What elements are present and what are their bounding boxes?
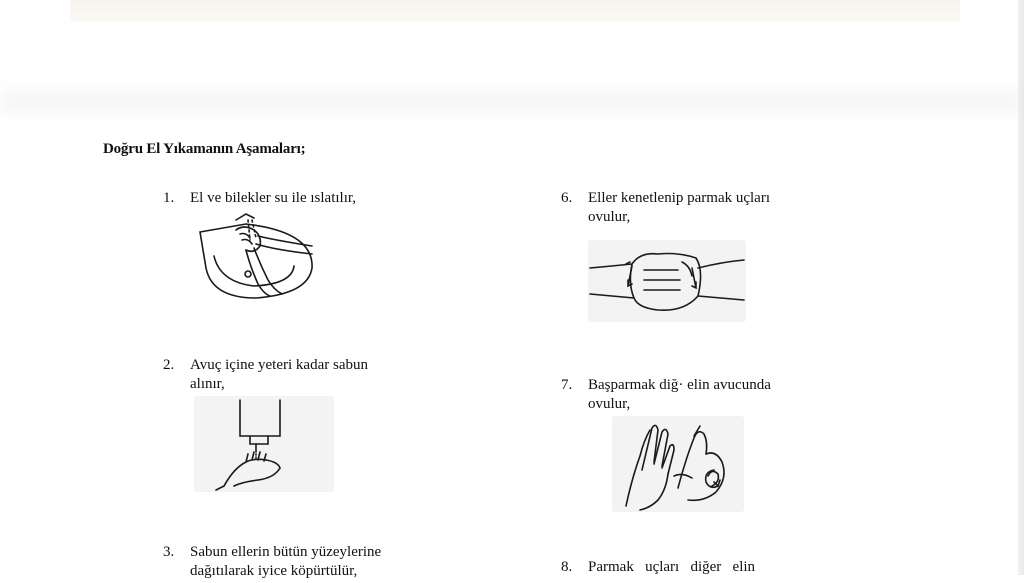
- soap-dispenser-illustration: [194, 396, 334, 492]
- document-title: Doğru El Yıkamanın Aşamaları;: [103, 141, 306, 157]
- step-number: 8.: [561, 559, 573, 575]
- step-7: [561, 376, 861, 416]
- top-band: [70, 0, 960, 22]
- step-number: 7.: [561, 377, 573, 393]
- wet-hands-illustration: [196, 210, 318, 300]
- step-2: [163, 356, 453, 396]
- step-number: 6.: [561, 190, 573, 206]
- step-number: 2.: [163, 357, 175, 373]
- step-text-continued: ovulur,: [588, 209, 631, 225]
- step-8: [561, 558, 861, 578]
- thumb-rub-illustration: [612, 416, 744, 512]
- step-3: [163, 543, 463, 583]
- step-text: Parmak uçları diğer elin: [588, 559, 756, 575]
- step-text: Eller kenetlenip parmak uçları: [588, 190, 770, 206]
- step-6: [561, 189, 861, 229]
- step-text: El ve bilekler su ile ıslatılır,: [190, 190, 357, 206]
- interlaced-fingers-illustration: [588, 240, 746, 322]
- step-text: Avuç içine yeteri kadar sabun: [190, 357, 368, 373]
- step-number: 1.: [163, 190, 175, 206]
- step-text-continued: dağıtılarak iyice köpürtülür,: [190, 563, 358, 579]
- step-1: [163, 189, 463, 209]
- step-number: 3.: [163, 544, 175, 560]
- step-text: Sabun ellerin bütün yüzeylerine: [190, 544, 382, 560]
- step-text-continued: alınır,: [190, 376, 225, 392]
- step-text-continued: ovulur,: [588, 396, 631, 412]
- blurred-text-band: [0, 82, 1024, 122]
- step-text: Başparmak diğ· elin avucunda: [588, 377, 771, 393]
